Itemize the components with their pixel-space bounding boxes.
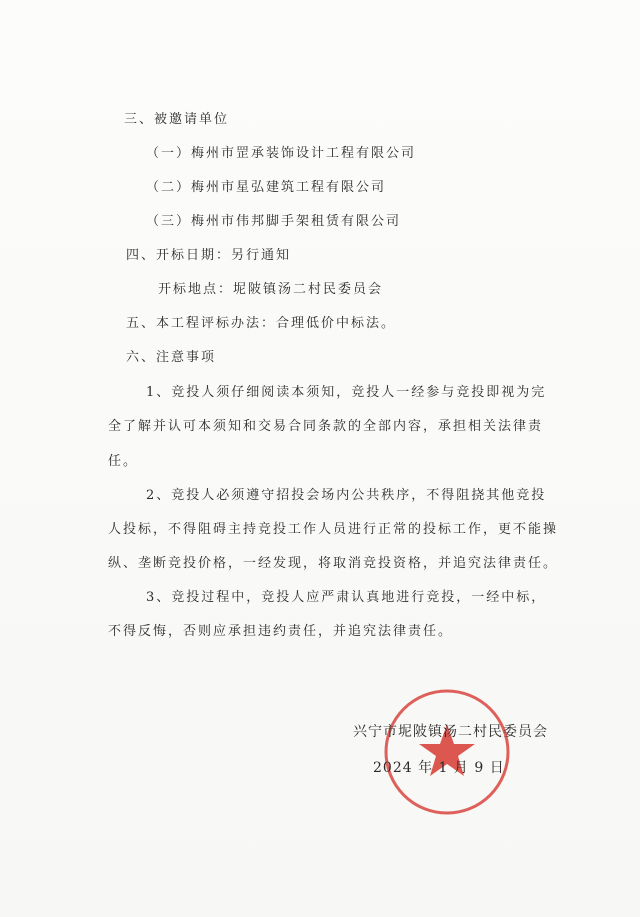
- note-2-line-1: 2、竞投人必须遵守招投会场内公共秩序，不得阻挠其他竞投: [146, 488, 547, 503]
- section-5-heading: 五、本工程评标办法：合理低价中标法。: [126, 316, 397, 331]
- section-4-heading: 四、开标日期：另行通知: [126, 248, 292, 263]
- signature-date: 2024 年 1 月 9 日: [373, 760, 505, 776]
- signature-organization: 兴宁市坭陂镇汤二村民委员会: [353, 724, 548, 740]
- invited-company-1: （一）梅州市罡承装饰设计工程有限公司: [146, 146, 417, 161]
- section-6-heading: 六、注意事项: [126, 350, 217, 365]
- section-3-heading: 三、被邀请单位: [124, 112, 230, 127]
- note-2-line-3: 纵、垄断竞投价格，一经发现，将取消竞投资格，并追究法律责任。: [108, 556, 559, 571]
- note-1-line-1: 1、竞投人须仔细阅读本须知，竞投人一经参与竞投即视为完: [146, 385, 547, 400]
- invited-company-3: （三）梅州市伟邦脚手架租赁有限公司: [146, 214, 402, 229]
- note-2-line-2: 人投标，不得阻碍主持竞投工作人员进行正常的投标工作，更不能操: [108, 522, 559, 537]
- invited-company-2: （二）梅州市星弘建筑工程有限公司: [146, 180, 387, 195]
- official-seal: [383, 688, 511, 816]
- bid-location: 开标地点：坭陂镇汤二村民委员会: [158, 282, 384, 297]
- note-1-line-2: 全了解并认可本须知和交易合同条款的全部内容，承担相关法律责: [108, 419, 544, 434]
- note-1-line-3: 任。: [108, 454, 139, 469]
- note-3-line-2: 不得反悔，否则应承担违约责任，并追究法律责任。: [108, 624, 454, 639]
- note-3-line-1: 3、竞投过程中，竞投人应严肃认真地进行竞投，一经中标，: [146, 590, 547, 605]
